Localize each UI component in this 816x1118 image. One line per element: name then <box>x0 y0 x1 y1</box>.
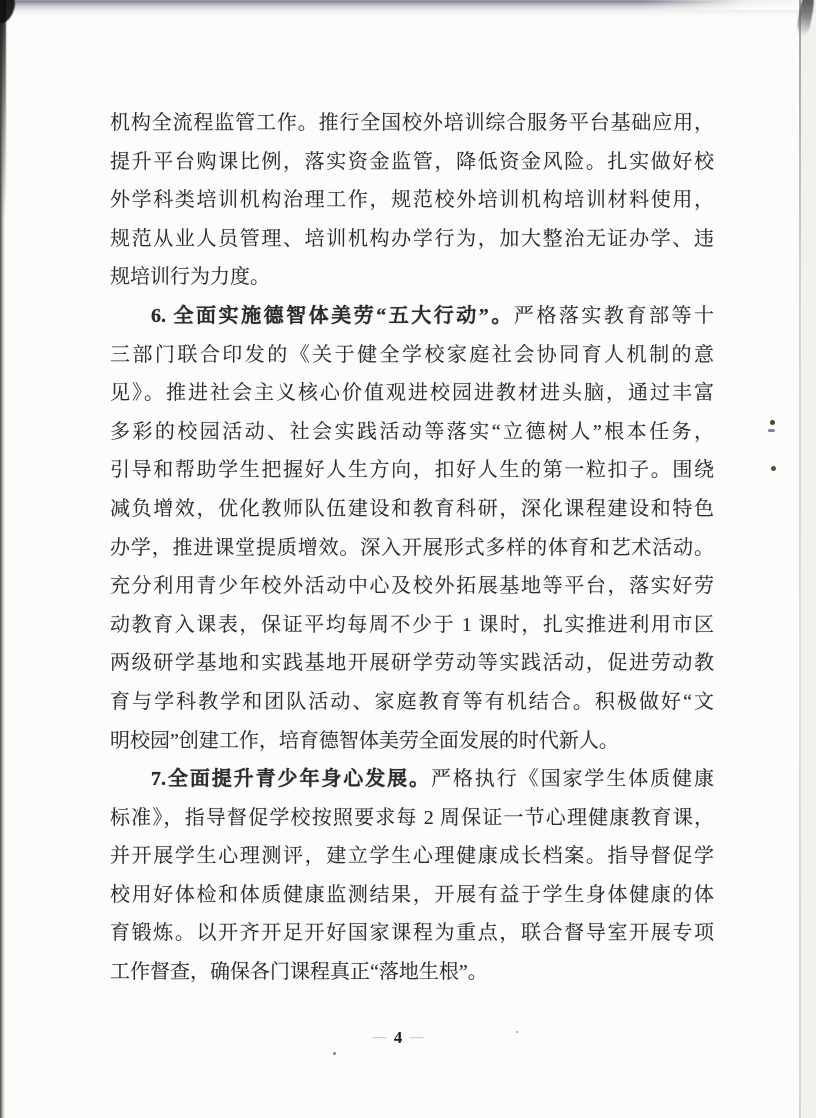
section-heading-text: 7.全面提升青少年身心发展。 <box>151 768 431 791</box>
body-text: 提升平台购课比例，落实资金监管，降低资金风险。扎实做好校 <box>110 150 714 173</box>
text-line <box>110 220 714 259</box>
text-line <box>110 799 714 838</box>
text-line <box>110 722 714 761</box>
text-line <box>110 104 714 143</box>
page-number-dash-left: — <box>372 1030 387 1045</box>
body-text: 机构全流程监管工作。推行全国校外培训综合服务平台基础应用， <box>110 112 714 134</box>
body-text: 两级研学基地和实践基地开展研学劳动等实践活动，促进劳动教 <box>110 652 714 675</box>
body-text: 见》。推进社会主义核心价值观进校园进教材进头脑，通过丰富 <box>110 382 714 405</box>
text-line <box>110 606 714 645</box>
text-line <box>110 451 714 490</box>
body-text: 规范从业人员管理、培训机构办学行为，加大整治无证办学、违 <box>110 227 714 250</box>
text-line <box>110 876 714 915</box>
body-text: 育锻炼。以开齐开足开好国家课程为重点，联合督导室开展专项 <box>110 922 714 945</box>
text-line <box>110 490 714 529</box>
text-line <box>110 374 714 413</box>
body-text: 育与学科教学和团队活动、家庭教育等有机结合。积极做好“文 <box>110 690 714 713</box>
body-text: 减负增效，优化教师队伍建设和教育科研，深化课程建设和特色 <box>110 497 714 520</box>
body-text: 工作督查，确保各门课程真正“落地生根”。 <box>110 961 488 984</box>
body-text: 标准》，指导督促学校按照要求每 2 周保证一节心理健康教育课， <box>110 806 714 829</box>
text-line <box>110 953 714 992</box>
text-line <box>110 567 714 606</box>
body-text: 严格执行《国家学生体质健康 <box>430 768 715 791</box>
page-number <box>0 1028 796 1048</box>
text-line <box>110 413 714 452</box>
text-line <box>110 914 714 953</box>
page-number-value: 4 <box>393 1028 403 1047</box>
body-text: 充分利用青少年校外活动中心及校外拓展基地等平台，落实好劳 <box>110 575 714 598</box>
text-line <box>110 297 714 336</box>
body-text: 并开展学生心理测评，建立学生心理健康成长档案。指导督促学 <box>110 845 714 868</box>
text-line <box>110 181 714 220</box>
scan-edge-left-top <box>0 0 6 220</box>
body-text: 外学科类培训机构治理工作，规范校外培训机构培训材料使用， <box>110 189 714 212</box>
section-heading-text: 6. 全面实施德智体美劳“五大行动”。 <box>151 304 514 327</box>
scan-speck <box>768 429 775 432</box>
text-line <box>110 683 714 722</box>
text-line <box>110 644 714 683</box>
scan-margin-right <box>801 0 816 1118</box>
scan-speck <box>333 1052 336 1055</box>
document-text <box>110 104 714 992</box>
body-text: 规培训行为力度。 <box>110 266 270 289</box>
page-number-dash-right: — <box>409 1030 424 1045</box>
body-text: 校用好体检和体质健康监测结果，开展有益于学生身体健康的体 <box>110 883 714 906</box>
text-line <box>110 143 714 182</box>
text-line <box>110 837 714 876</box>
body-text: 多彩的校园活动、社会实践活动等落实“立德树人”根本任务， <box>110 420 714 443</box>
body-text: 动教育入课表，保证平均每周不少于 1 课时，扎实推进利用市区 <box>110 613 714 636</box>
body-text: 办学，推进课堂提质增效。深入开展形式多样的体育和艺术活动。 <box>110 536 714 559</box>
text-line <box>110 258 714 297</box>
text-line <box>110 760 714 799</box>
body-text: 明校园”创建工作，培育德智体美劳全面发展的时代新人。 <box>110 729 619 752</box>
text-line <box>110 336 714 375</box>
scan-shadow-top-fade <box>640 0 816 10</box>
body-text: 引导和帮助学生把握好人生方向，扣好人生的第一粒扣子。围绕 <box>110 459 714 482</box>
body-text: 严格落实教育部等十 <box>513 304 715 327</box>
scan-speck <box>770 420 775 425</box>
scan-speck <box>771 466 776 471</box>
body-text: 三部门联合印发的《关于健全学校家庭社会协同育人机制的意 <box>110 343 714 366</box>
text-line <box>110 529 714 568</box>
